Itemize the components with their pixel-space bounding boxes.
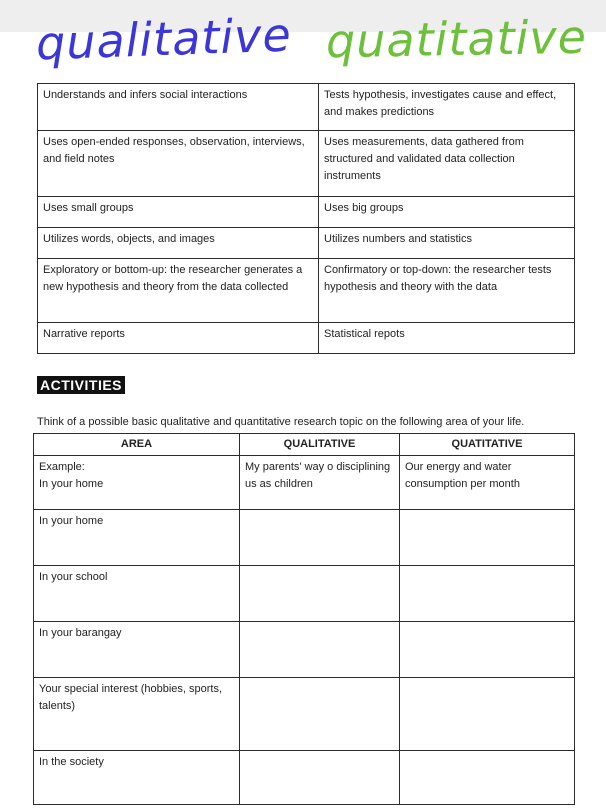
qualitative-answer-cell[interactable]: [240, 510, 400, 566]
quantitative-answer-cell[interactable]: [400, 622, 575, 678]
quantitative-answer-cell[interactable]: [400, 566, 575, 622]
qualitative-answer-cell[interactable]: [240, 622, 400, 678]
table-row: [34, 622, 575, 678]
qualitative-cell: Uses open-ended responses, observation, interviews, and field notes: [38, 131, 319, 197]
area-cell: Your special interest (hobbies, sports, talents): [34, 678, 240, 751]
table-row: [38, 323, 575, 354]
quantitative-answer-cell[interactable]: [400, 678, 575, 751]
quantitative-cell: Tests hypothesis, investigates cause and effect, and makes predictions: [319, 84, 575, 131]
example-row: [34, 456, 575, 510]
table-row: [38, 84, 575, 131]
table-row: [34, 510, 575, 566]
table-row: [34, 678, 575, 751]
quantitative-answer-cell[interactable]: [400, 751, 575, 805]
qualitative-answer-cell[interactable]: [240, 566, 400, 622]
example-qualitative: My parents' way o disciplining us as children: [240, 456, 400, 510]
quantitative-cell: Utilizes numbers and statistics: [319, 228, 575, 259]
qualitative-answer-cell[interactable]: [240, 751, 400, 805]
qualitative-cell: Understands and infers social interactions: [38, 84, 319, 131]
example-area-cell: [34, 456, 240, 510]
quantitative-cell: Confirmatory or top-down: the researcher tests hypothesis and theory with the data: [319, 259, 575, 323]
handwritten-qualitative: qualitative: [35, 7, 293, 71]
header-row: [34, 434, 575, 456]
quantitative-answer-cell[interactable]: [400, 510, 575, 566]
table-row: [34, 566, 575, 622]
comparison-table: [37, 83, 575, 354]
table-row: [38, 228, 575, 259]
qualitative-cell: Uses small groups: [38, 197, 319, 228]
area-cell: In your home: [34, 510, 240, 566]
area-cell: In your school: [34, 566, 240, 622]
quantitative-cell: Uses big groups: [319, 197, 575, 228]
example-label: Example:: [39, 461, 85, 473]
activities-instruction: Think of a possible basic qualitative and quantitative research topic on the following area of your life.: [37, 416, 525, 428]
quantitative-cell: Uses measurements, data gathered from structured and validated data collection instruments: [319, 131, 575, 197]
activity-table: [33, 433, 575, 805]
header-area: AREA: [34, 434, 240, 456]
qualitative-cell: Narrative reports: [38, 323, 319, 354]
activities-heading: ACTIVITIES: [37, 376, 125, 394]
header-quantitative: QUATITATIVE: [400, 434, 575, 456]
area-cell: In the society: [34, 751, 240, 805]
qualitative-answer-cell[interactable]: [240, 678, 400, 751]
table-row: [38, 197, 575, 228]
qualitative-cell: Exploratory or bottom-up: the researcher generates a new hypothesis and theory from the data collected: [38, 259, 319, 323]
qualitative-cell: Utilizes words, objects, and images: [38, 228, 319, 259]
example-area: In your home: [39, 478, 104, 490]
table-row: [38, 259, 575, 323]
header-qualitative: QUALITATIVE: [240, 434, 400, 456]
handwritten-quantitative: quatitative: [325, 9, 588, 69]
example-quantitative: Our energy and water consumption per month: [400, 456, 575, 510]
table-row: [38, 131, 575, 197]
quantitative-cell: Statistical repots: [319, 323, 575, 354]
table-row: [34, 751, 575, 805]
area-cell: In your barangay: [34, 622, 240, 678]
